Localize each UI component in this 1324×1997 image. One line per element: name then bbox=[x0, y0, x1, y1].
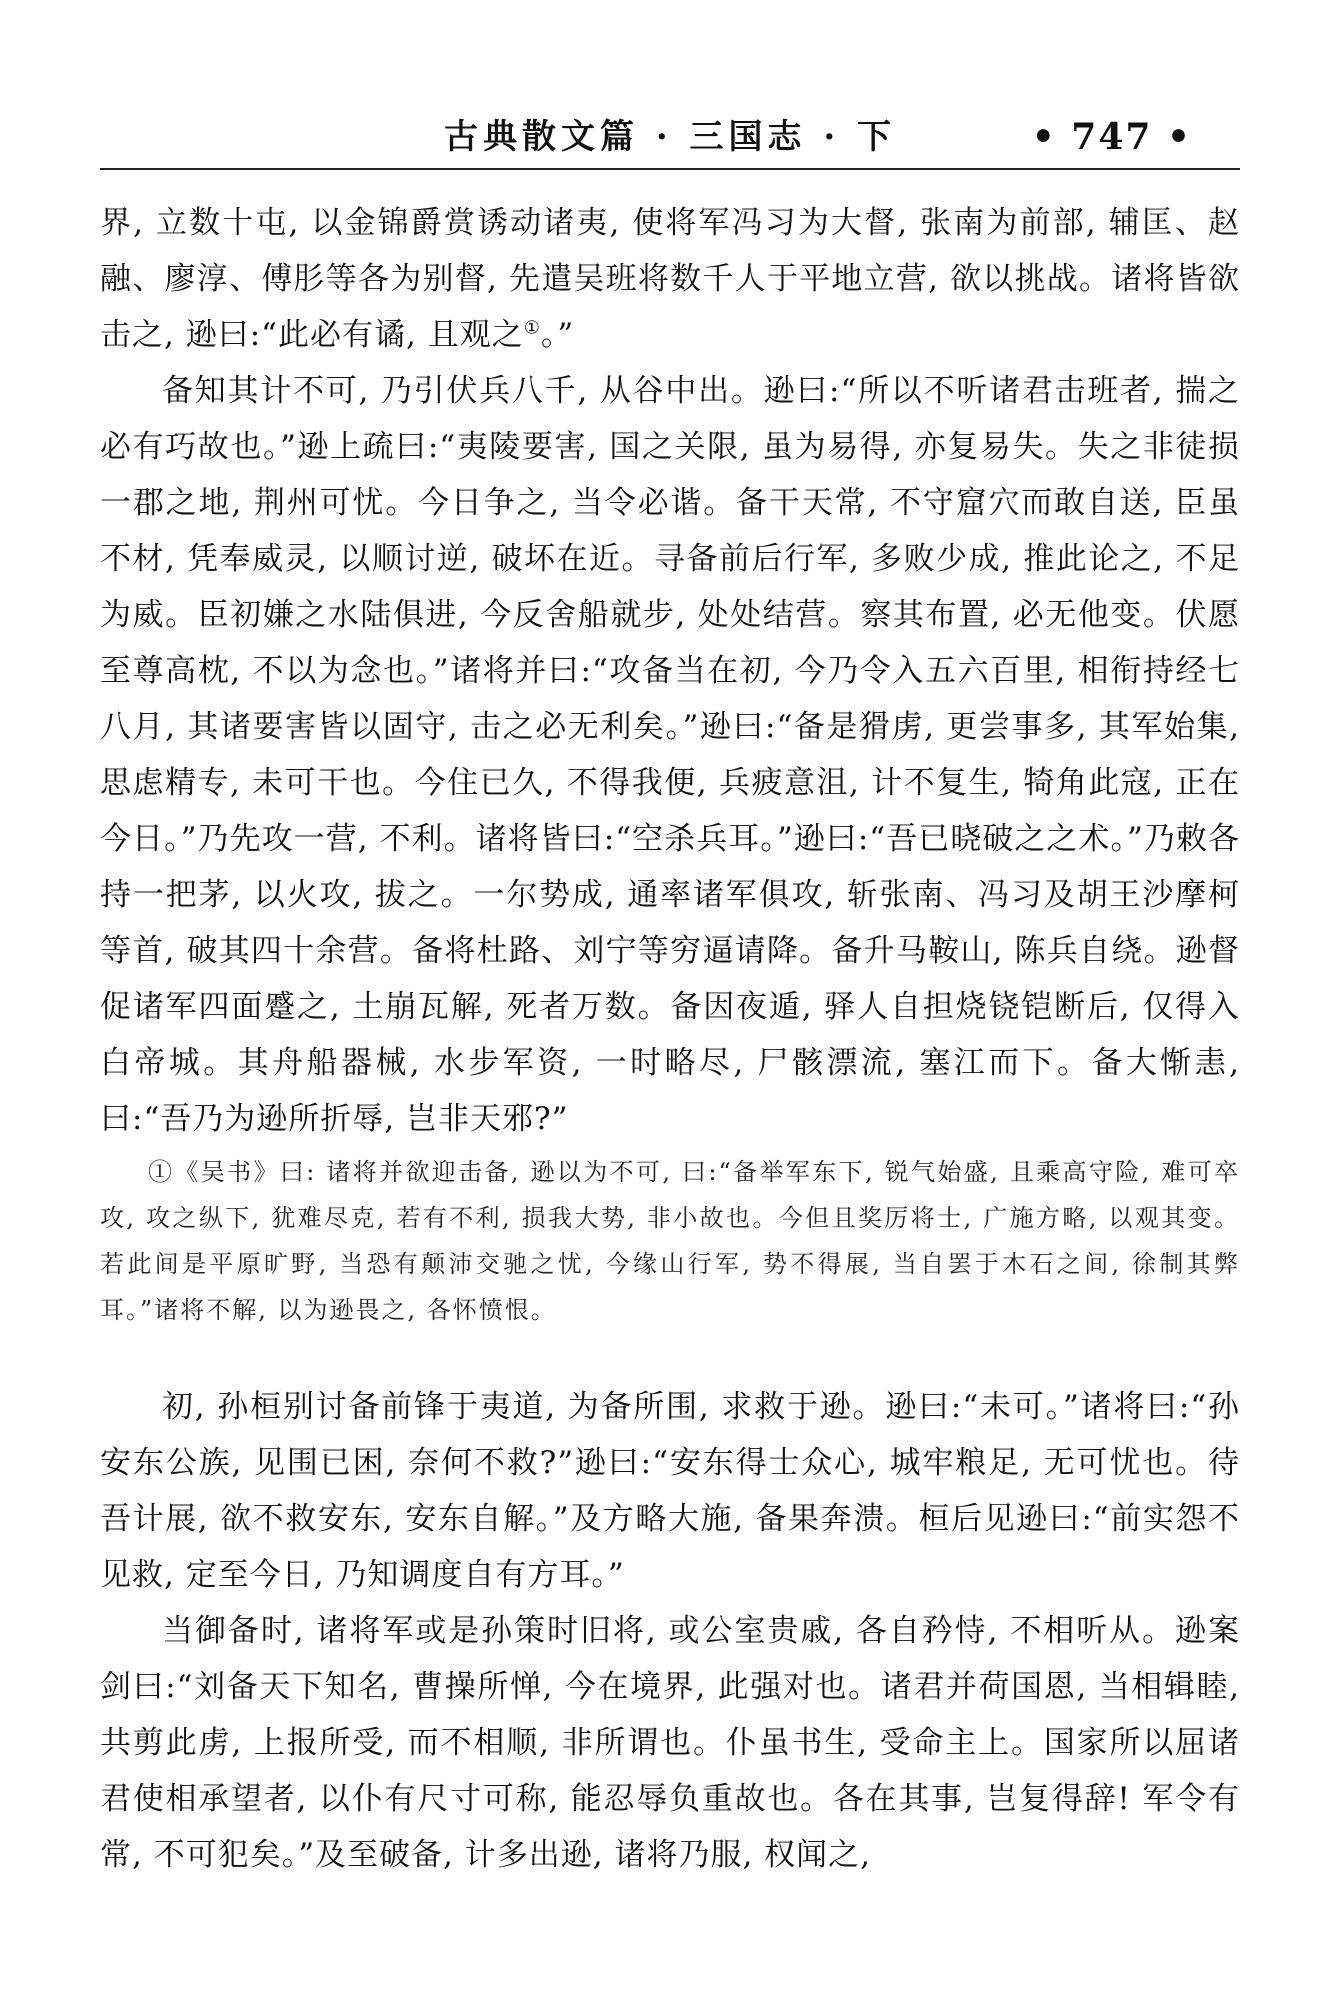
paragraph-continuation bbox=[100, 195, 1240, 363]
paragraph: 初, 孙桓别讨备前锋于夷道, 为备所围, 求救于逊。逊曰:“未可。”诸将曰:“孙安东公族, 见围已困, 奈何不救?”逊曰:“安东得士众心, 城牢粮足, 无可忧也。待吾计展, 欲不救安东, 安东自解。”及方略大施, 备果奔溃。桓后见逊曰:“前实怨不见救, 定至今日, 乃知调度自有方耳。” bbox=[100, 1389, 1240, 1593]
paragraph: 当御备时, 诸将军或是孙策时旧将, 或公室贵戚, 各自矜恃, 不相听从。逊案剑曰:“刘备天下知名, 曹操所惮, 今在境界, 此强对也。诸君并荷国恩, 当相辑睦, 共剪此虏, 上报所受, 而不相顺, 非所谓也。仆虽书生, 受命主上。国家所以屈诸君使相承望者, 以仆有尺寸可称, 能忍辱负重故也。各在其事, 岂复得辞! 军令有常, 不可犯矣。”及至破备, 计多出逊, 诸将乃服, 权闻之, bbox=[100, 1613, 1240, 1873]
page-number: • 747 • bbox=[1031, 116, 1192, 158]
paragraph-text: 。” bbox=[540, 317, 575, 353]
page-body bbox=[100, 195, 1240, 1883]
header-rule bbox=[100, 168, 1240, 170]
running-title: 古典散文篇 · 三国志 · 下 bbox=[443, 117, 897, 157]
footnote-block bbox=[100, 1149, 1240, 1333]
paragraph-text: 界, 立数十屯, 以金锦爵赏诱动诸夷, 使将军冯习为大督, 张南为前部, 辅匡、赵融、廖淳、傅肜等各为别督, 先遣吴班将数千人于平地立营, 欲以挑战。诸将皆欲击之, 逊曰:“此必有谲, 且观之 bbox=[100, 205, 1240, 353]
footnote-marker: ① bbox=[523, 317, 541, 339]
paragraph: 备知其计不可, 乃引伏兵八千, 从谷中出。逊曰:“所以不听诸君击班者, 揣之必有巧故也。”逊上疏曰:“夷陵要害, 国之关限, 虽为易得, 亦复易失。失之非徒损一郡之地, 荆州可忧。今日争之, 当令必谐。备干天常, 不守窟穴而敢自送, 臣虽不材, 凭奉威灵, 以顺讨逆, 破坏在近。寻备前后行军, 多败少成, 推此论之, 不足为威。臣初嫌之水陆俱进, 今反舍船就步, 处处结营。察其布置, 必无他变。伏愿至尊高枕, 不以为念也。”诸将并曰:“攻备当在初, 今乃令入五六百里, 相衔持经七八月, 其诸要害皆以固守, 击之必无利矣。”逊曰:“备是猾虏, 更尝事多, 其军始集, 思虑精专, 未可干也。今住已久, 不得我便, 兵疲意沮, 计不复生, 犄角此寇, 正在今日。”乃先攻一营, 不利。诸将皆曰:“空杀兵耳。”逊曰:“吾已晓破之之术。”乃敕各持一把茅, 以火攻, 拔之。一尔势成, 通率诸军俱攻, 斩张南、冯习及胡王沙摩柯等首, 破其四十余营。备将杜路、刘宁等穷逼请降。备升马鞍山, 陈兵自绕。逊督促诸军四面蹙之, 土崩瓦解, 死者万数。备因夜遁, 驿人自担烧铙铠断后, 仅得入白帝城。其舟船器械, 水步军资, 一时略尽, 尸骸漂流, 塞江而下。备大惭恚, 曰:“吾乃为逊所折辱, 岂非天邪?” bbox=[100, 373, 1240, 1137]
section-gap bbox=[100, 1333, 1240, 1379]
footnote-text: ①《吴书》曰: 诸将并欲迎击备, 逊以为不可, 曰:“备举军东下, 锐气始盛, 且乘高守险, 难可卒攻, 攻之纵下, 犹难尽克, 若有不利, 损我大势, 非小故也。今但且奖厉将士, 广施方略, 以观其变。若此间是平原旷野, 当恐有颠沛交驰之忧, 今缘山行军, 势不得展, 当自罢于木石之间, 徐制其弊耳。”诸将不解, 以为逊畏之, 各怀愤恨。 bbox=[100, 1158, 1240, 1324]
page-header bbox=[100, 112, 1240, 172]
